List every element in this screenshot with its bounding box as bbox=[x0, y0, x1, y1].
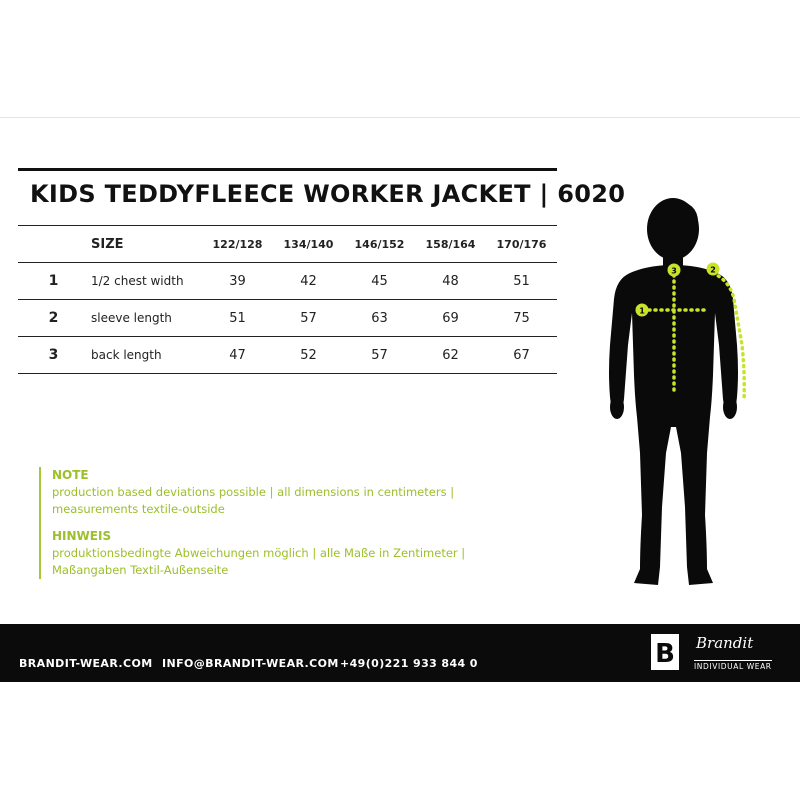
size-header-cell: 122/128 bbox=[202, 226, 273, 263]
size-header-cell: 134/140 bbox=[273, 226, 344, 263]
table-row bbox=[18, 263, 557, 300]
measurement-value: 57 bbox=[344, 337, 415, 374]
phone-number: +49(0)221 933 844 0 bbox=[340, 657, 478, 670]
note-heading: NOTE bbox=[52, 468, 89, 482]
brand-tagline: INDIVIDUAL WEAR bbox=[694, 662, 772, 671]
note-line: production based deviations possible | all dimensions in centimeters | bbox=[52, 485, 455, 499]
measurement-value: 67 bbox=[486, 337, 557, 374]
size-table bbox=[18, 225, 557, 374]
measurement-label: sleeve length bbox=[89, 300, 202, 337]
measurement-figure bbox=[600, 195, 770, 590]
table-row bbox=[18, 300, 557, 337]
website-link[interactable]: BRANDIT-WEAR.COM bbox=[19, 657, 153, 670]
measurement-value: 48 bbox=[415, 263, 486, 300]
brandit-logo-icon bbox=[651, 634, 679, 670]
hinweis-heading: HINWEIS bbox=[52, 529, 112, 543]
measurement-value: 75 bbox=[486, 300, 557, 337]
size-header-cell: 170/176 bbox=[486, 226, 557, 263]
measurement-value: 63 bbox=[344, 300, 415, 337]
marker-label: 1 bbox=[639, 306, 645, 316]
logo-mark-letter: B bbox=[655, 639, 675, 669]
measurement-value: 52 bbox=[273, 337, 344, 374]
note-spacer bbox=[52, 518, 532, 528]
marker-chest bbox=[636, 304, 649, 317]
size-column-header: SIZE bbox=[18, 226, 202, 263]
title-rule bbox=[18, 168, 557, 171]
measurement-value: 57 bbox=[273, 300, 344, 337]
measurement-value: 39 bbox=[202, 263, 273, 300]
table-row bbox=[18, 337, 557, 374]
hinweis-line: Maßangaben Textil-Außenseite bbox=[52, 563, 229, 577]
marker-label: 2 bbox=[710, 265, 716, 275]
measurement-value: 51 bbox=[486, 263, 557, 300]
marker-label: 3 bbox=[671, 266, 677, 276]
footer-bar bbox=[0, 624, 800, 682]
note-block bbox=[39, 467, 532, 579]
size-header-cell: 146/152 bbox=[344, 226, 415, 263]
marker-back bbox=[668, 264, 681, 277]
table-header-row bbox=[18, 226, 557, 263]
measurement-value: 62 bbox=[415, 337, 486, 374]
measurement-value: 69 bbox=[415, 300, 486, 337]
row-number: 2 bbox=[18, 300, 89, 337]
hinweis-line: produktionsbedingte Abweichungen möglich | alle Maße in Zentimeter | bbox=[52, 546, 466, 560]
brand-name: Brandit bbox=[696, 634, 754, 652]
measurement-value: 42 bbox=[273, 263, 344, 300]
product-title: KIDS TEDDYFLEECE WORKER JACKET | 6020 bbox=[30, 180, 626, 208]
email-link[interactable]: INFO@BRANDIT-WEAR.COM bbox=[162, 657, 339, 670]
row-number: 1 bbox=[18, 263, 89, 300]
note-line: measurements textile-outside bbox=[52, 502, 225, 516]
measurement-value: 47 bbox=[202, 337, 273, 374]
measurement-value: 51 bbox=[202, 300, 273, 337]
row-number: 3 bbox=[18, 337, 89, 374]
measurement-label: 1/2 chest width bbox=[89, 263, 202, 300]
size-header-cell: 158/164 bbox=[415, 226, 486, 263]
measurement-label: back length bbox=[89, 337, 202, 374]
measurement-value: 45 bbox=[344, 263, 415, 300]
marker-sleeve bbox=[707, 263, 720, 276]
